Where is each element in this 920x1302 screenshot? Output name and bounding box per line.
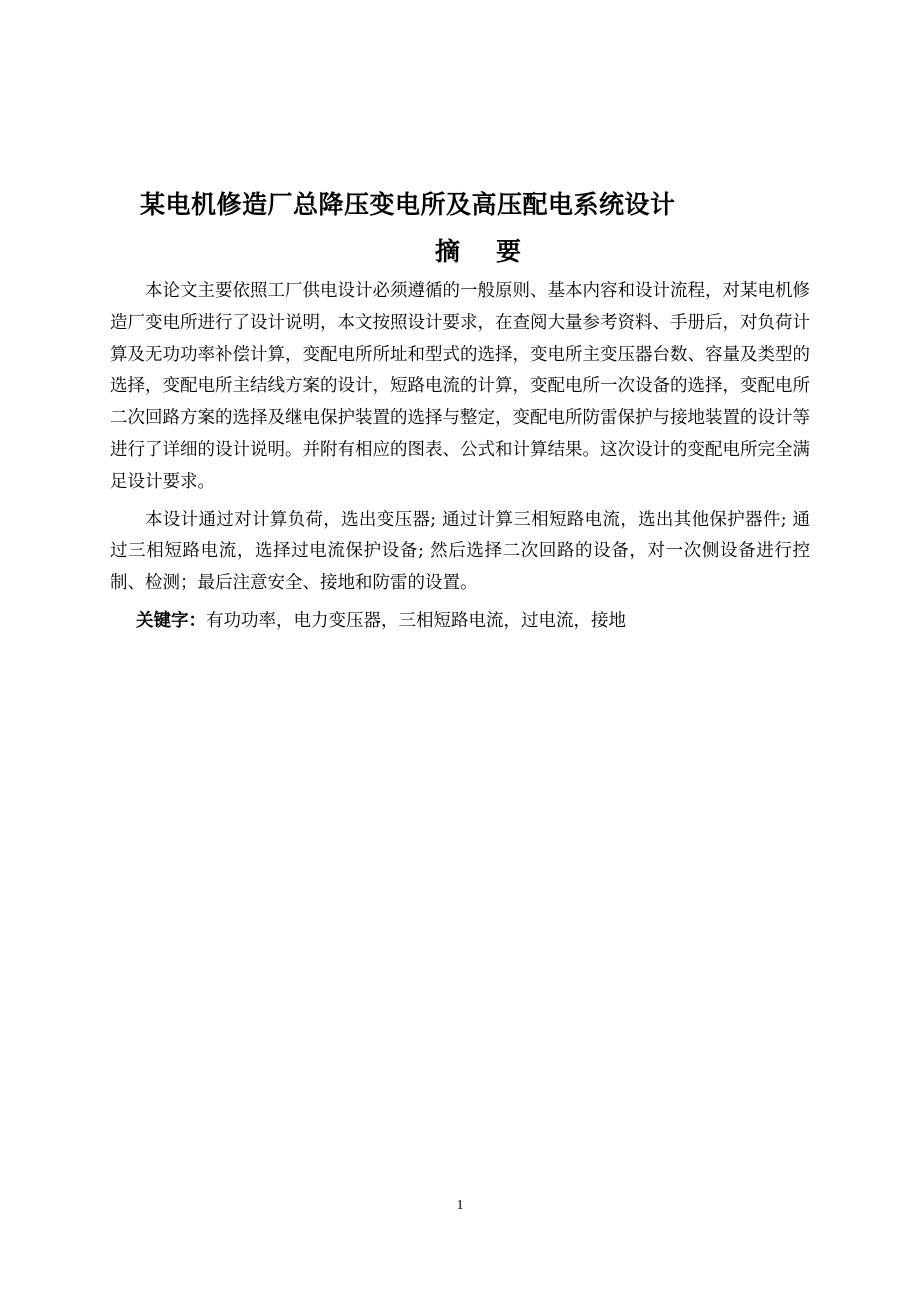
abstract-body <box>110 276 810 638</box>
abstract-heading-char-1: 摘 <box>434 237 460 266</box>
keywords-label: 关键字： <box>136 610 206 631</box>
abstract-paragraph-1: 本论文主要依照工厂供电设计必须遵循的一般原则、基本内容和设计流程，对某电机修造厂变电所进行了设计说明，本文按照设计要求，在查阅大量参考资料、手册后，对负荷计算及无功功率补偿计算，变配电所所址和型式的选择，变电所主变压器台数、容量及类型的选择，变配电所主结线方案的设计，短路电流的计算，变配电所一次设备的选择，变配电所二次回路方案的选择及继电保护装置的选择与整定，变配电所防雷保护与接地装置的设计等进行了详细的设计说明。并附有相应的图表、公式和计算结果。这次设计的变配电所完全满足设计要求。 <box>110 281 810 492</box>
abstract-heading <box>0 232 920 272</box>
document-title: 某电机修造厂总降压变电所及高压配电系统设计 <box>140 190 676 219</box>
keywords-line <box>110 606 810 638</box>
abstract-paragraph-2: 本设计通过对计算负荷，选出变压器; 通过计算三相短路电流，选出其他保护器件; 通过三相短路电流，选择过电流保护设备; 然后选择二次回路的设备，对一次侧设备进行控制、检测；最后注意安全、接地和防雷的设置。 <box>110 509 810 594</box>
abstract-heading-char-2: 要 <box>496 237 522 266</box>
keywords-text: 有功功率，电力变压器，三相短路电流，过电流，接地 <box>206 610 626 631</box>
page-number: 1 <box>456 1198 464 1213</box>
